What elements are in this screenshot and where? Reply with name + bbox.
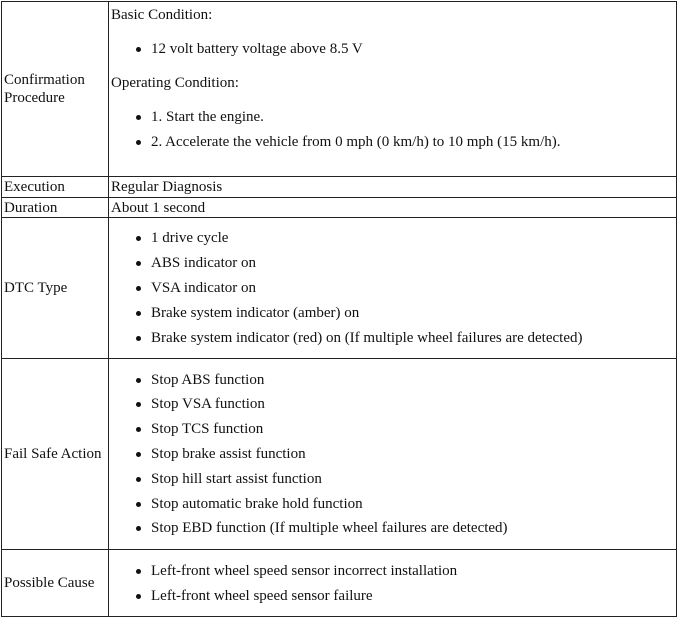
fail-safe-action-item: Stop hill start assist function <box>136 470 676 488</box>
fail-safe-action-item: Stop VSA function <box>136 395 676 413</box>
execution-label: Execution <box>2 177 109 198</box>
confirmation-procedure-value <box>109 2 677 177</box>
dtc-type-item: Brake system indicator (amber) on <box>136 304 676 322</box>
possible-cause-value <box>109 550 677 617</box>
fail-safe-action-list <box>111 371 676 538</box>
possible-cause-list <box>111 562 676 605</box>
row-possible-cause <box>2 550 677 617</box>
execution-value: Regular Diagnosis <box>109 177 677 198</box>
operating-condition-item: 2. Accelerate the vehicle from 0 mph (0 km/h) to 10 mph (15 km/h). <box>136 133 676 151</box>
fail-safe-action-value <box>109 359 677 550</box>
fail-safe-action-item: Stop brake assist function <box>136 445 676 463</box>
fail-safe-action-item: Stop TCS function <box>136 420 676 438</box>
dtc-type-item: 1 drive cycle <box>136 229 676 247</box>
confirmation-procedure-label: Confirmation Procedure <box>2 2 109 177</box>
row-dtc-type <box>2 218 677 359</box>
row-duration <box>2 198 677 218</box>
fail-safe-action-item: Stop automatic brake hold function <box>136 495 676 513</box>
possible-cause-item: Left-front wheel speed sensor failure <box>136 587 676 605</box>
dtc-type-list <box>111 229 676 346</box>
dtc-type-item: ABS indicator on <box>136 254 676 272</box>
basic-condition-heading: Basic Condition: <box>111 7 213 23</box>
fail-safe-action-item: Stop ABS function <box>136 371 676 389</box>
dtc-type-label: DTC Type <box>2 218 109 359</box>
dtc-detail-table <box>1 1 677 617</box>
row-confirmation-procedure <box>2 2 677 177</box>
basic-condition-list <box>111 40 676 58</box>
fail-safe-action-label: Fail Safe Action <box>2 359 109 550</box>
possible-cause-label: Possible Cause <box>2 550 109 617</box>
row-fail-safe-action <box>2 359 677 550</box>
operating-condition-list <box>111 108 676 151</box>
basic-condition-item: 12 volt battery voltage above 8.5 V <box>136 40 676 58</box>
possible-cause-item: Left-front wheel speed sensor incorrect installation <box>136 562 676 580</box>
dtc-type-value <box>109 218 677 359</box>
dtc-type-item: Brake system indicator (red) on (If multiple wheel failures are detected) <box>136 329 676 347</box>
duration-value: About 1 second <box>109 198 677 218</box>
dtc-type-item: VSA indicator on <box>136 279 676 297</box>
operating-condition-heading: Operating Condition: <box>111 75 239 91</box>
row-execution <box>2 177 677 198</box>
operating-condition-item: 1. Start the engine. <box>136 108 676 126</box>
duration-label: Duration <box>2 198 109 218</box>
fail-safe-action-item: Stop EBD function (If multiple wheel failures are detected) <box>136 519 676 537</box>
